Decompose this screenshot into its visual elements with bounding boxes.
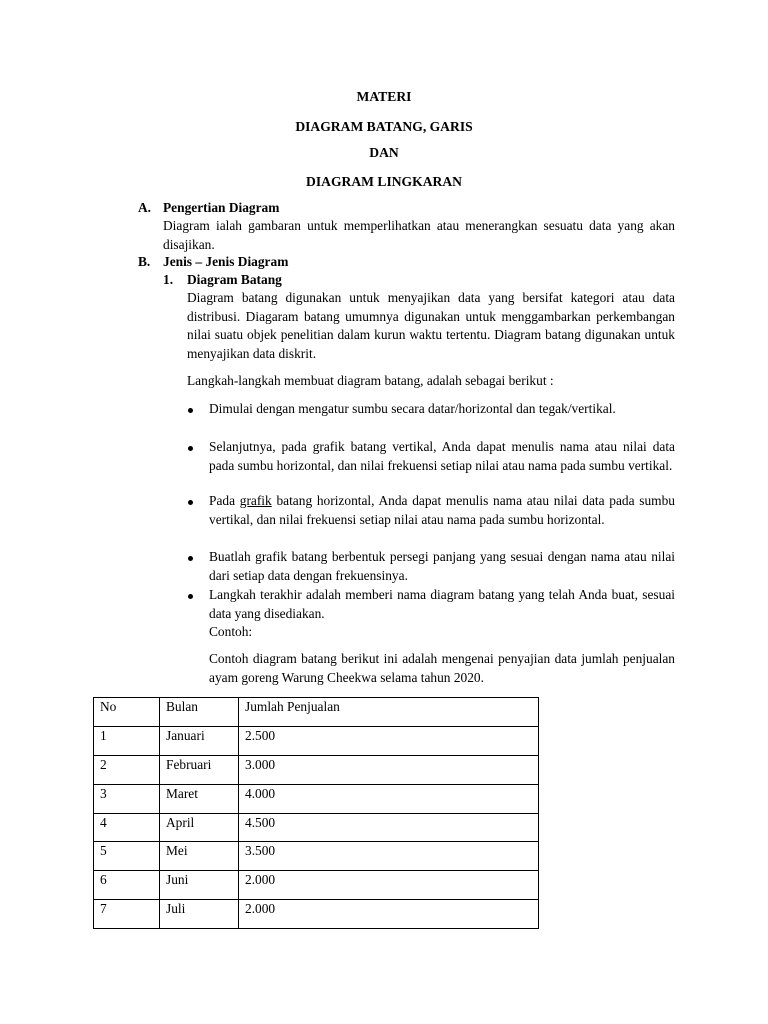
bullet-item-2: Selanjutnya, pada grafik batang vertikal, Anda dapat menulis nama atau nilai data pada sumbu horizontal, dan nilai frekuensi setiap nilai atau nama pada sumbu vertikal. bbox=[209, 439, 675, 473]
sales-table bbox=[93, 697, 539, 929]
bullet-dot bbox=[188, 556, 193, 561]
contoh-label: Contoh: bbox=[209, 624, 253, 639]
cell-bulan: Maret bbox=[160, 784, 239, 813]
cell-no: 7 bbox=[94, 900, 160, 929]
cell-no: 6 bbox=[94, 871, 160, 900]
bullet-dot bbox=[188, 594, 193, 599]
cell-jumlah: 3.000 bbox=[239, 755, 539, 784]
grafik-link[interactable]: grafik bbox=[239, 493, 272, 508]
cell-bulan: Januari bbox=[160, 726, 239, 755]
table-header-row bbox=[94, 698, 539, 727]
subsection-1-marker: 1. bbox=[163, 272, 174, 287]
cell-jumlah: 2.500 bbox=[239, 726, 539, 755]
table-row bbox=[94, 842, 539, 871]
bullet-item-1: Dimulai dengan mengatur sumbu secara datar/horizontal dan tegak/vertikal. bbox=[209, 401, 616, 416]
cell-bulan: April bbox=[160, 813, 239, 842]
bullet-item-3 bbox=[209, 492, 675, 529]
subsection-1-heading: Diagram Batang bbox=[187, 272, 282, 287]
cell-no: 1 bbox=[94, 726, 160, 755]
cell-jumlah: 4.000 bbox=[239, 784, 539, 813]
cell-bulan: Mei bbox=[160, 842, 239, 871]
steps-intro: Langkah-langkah membuat diagram batang, adalah sebagai berikut : bbox=[187, 373, 554, 388]
cell-jumlah: 3.500 bbox=[239, 842, 539, 871]
bullet-item-5: Langkah terakhir adalah memberi nama diagram batang yang telah Anda buat, sesuai data yang disediakan. bbox=[209, 587, 675, 621]
table-row bbox=[94, 871, 539, 900]
header-bulan: Bulan bbox=[160, 698, 239, 727]
section-a-body: Diagram ialah gambaran untuk memperlihatkan atau menerangkan sesuatu data yang akan disajikan. bbox=[163, 218, 675, 252]
section-a-marker: A. bbox=[138, 200, 152, 215]
bullet-dot bbox=[188, 408, 193, 413]
table-row bbox=[94, 726, 539, 755]
header-jumlah: Jumlah Penjualan bbox=[239, 698, 539, 727]
bullet-dot bbox=[188, 446, 193, 451]
bullet-item-4: Buatlah grafik batang berbentuk persegi panjang yang sesuai dengan nama atau nilai dari setiap data dengan frekuensinya. bbox=[209, 549, 675, 583]
title-line-3: DAN bbox=[369, 145, 399, 160]
contoh-text: Contoh diagram batang berikut ini adalah mengenai penyajian data jumlah penjualan ayam goreng Warung Cheekwa selama tahun 2020. bbox=[209, 651, 675, 685]
table-row bbox=[94, 784, 539, 813]
bullet-3-prefix: Pada bbox=[209, 493, 236, 508]
table-row bbox=[94, 813, 539, 842]
header-no: No bbox=[94, 698, 160, 727]
cell-no: 5 bbox=[94, 842, 160, 871]
subsection-1-body: Diagram batang digunakan untuk menyajikan data yang bersifat kategori atau data distribusi. Diagaram batang umumnya digunakan untuk menggambarkan perkembangan nilai suatu objek penelitian dalam kurun waktu tertentu. Diagram batang digunakan untuk menyajikan data diskrit. bbox=[187, 290, 675, 361]
bullet-3-text: batang horizontal, Anda dapat menulis nama atau nilai data pada sumbu vertikal, dan nilai frekuensi setiap nilai atau nama pada sumbu horizontal. bbox=[209, 493, 675, 527]
cell-no: 2 bbox=[94, 755, 160, 784]
cell-bulan: Februari bbox=[160, 755, 239, 784]
bullet-dot bbox=[188, 500, 193, 505]
cell-jumlah: 2.000 bbox=[239, 900, 539, 929]
title-line-1: MATERI bbox=[356, 89, 412, 104]
section-b-marker: B. bbox=[138, 254, 151, 269]
table-row bbox=[94, 900, 539, 929]
section-b-heading: Jenis – Jenis Diagram bbox=[163, 254, 289, 269]
cell-bulan: Juni bbox=[160, 871, 239, 900]
cell-no: 3 bbox=[94, 784, 160, 813]
cell-bulan: Juli bbox=[160, 900, 239, 929]
table-row bbox=[94, 755, 539, 784]
section-a-heading: Pengertian Diagram bbox=[163, 200, 280, 215]
title-line-4: DIAGRAM LINGKARAN bbox=[306, 174, 462, 189]
cell-jumlah: 2.000 bbox=[239, 871, 539, 900]
title-line-2: DIAGRAM BATANG, GARIS bbox=[295, 119, 473, 134]
cell-jumlah: 4.500 bbox=[239, 813, 539, 842]
cell-no: 4 bbox=[94, 813, 160, 842]
